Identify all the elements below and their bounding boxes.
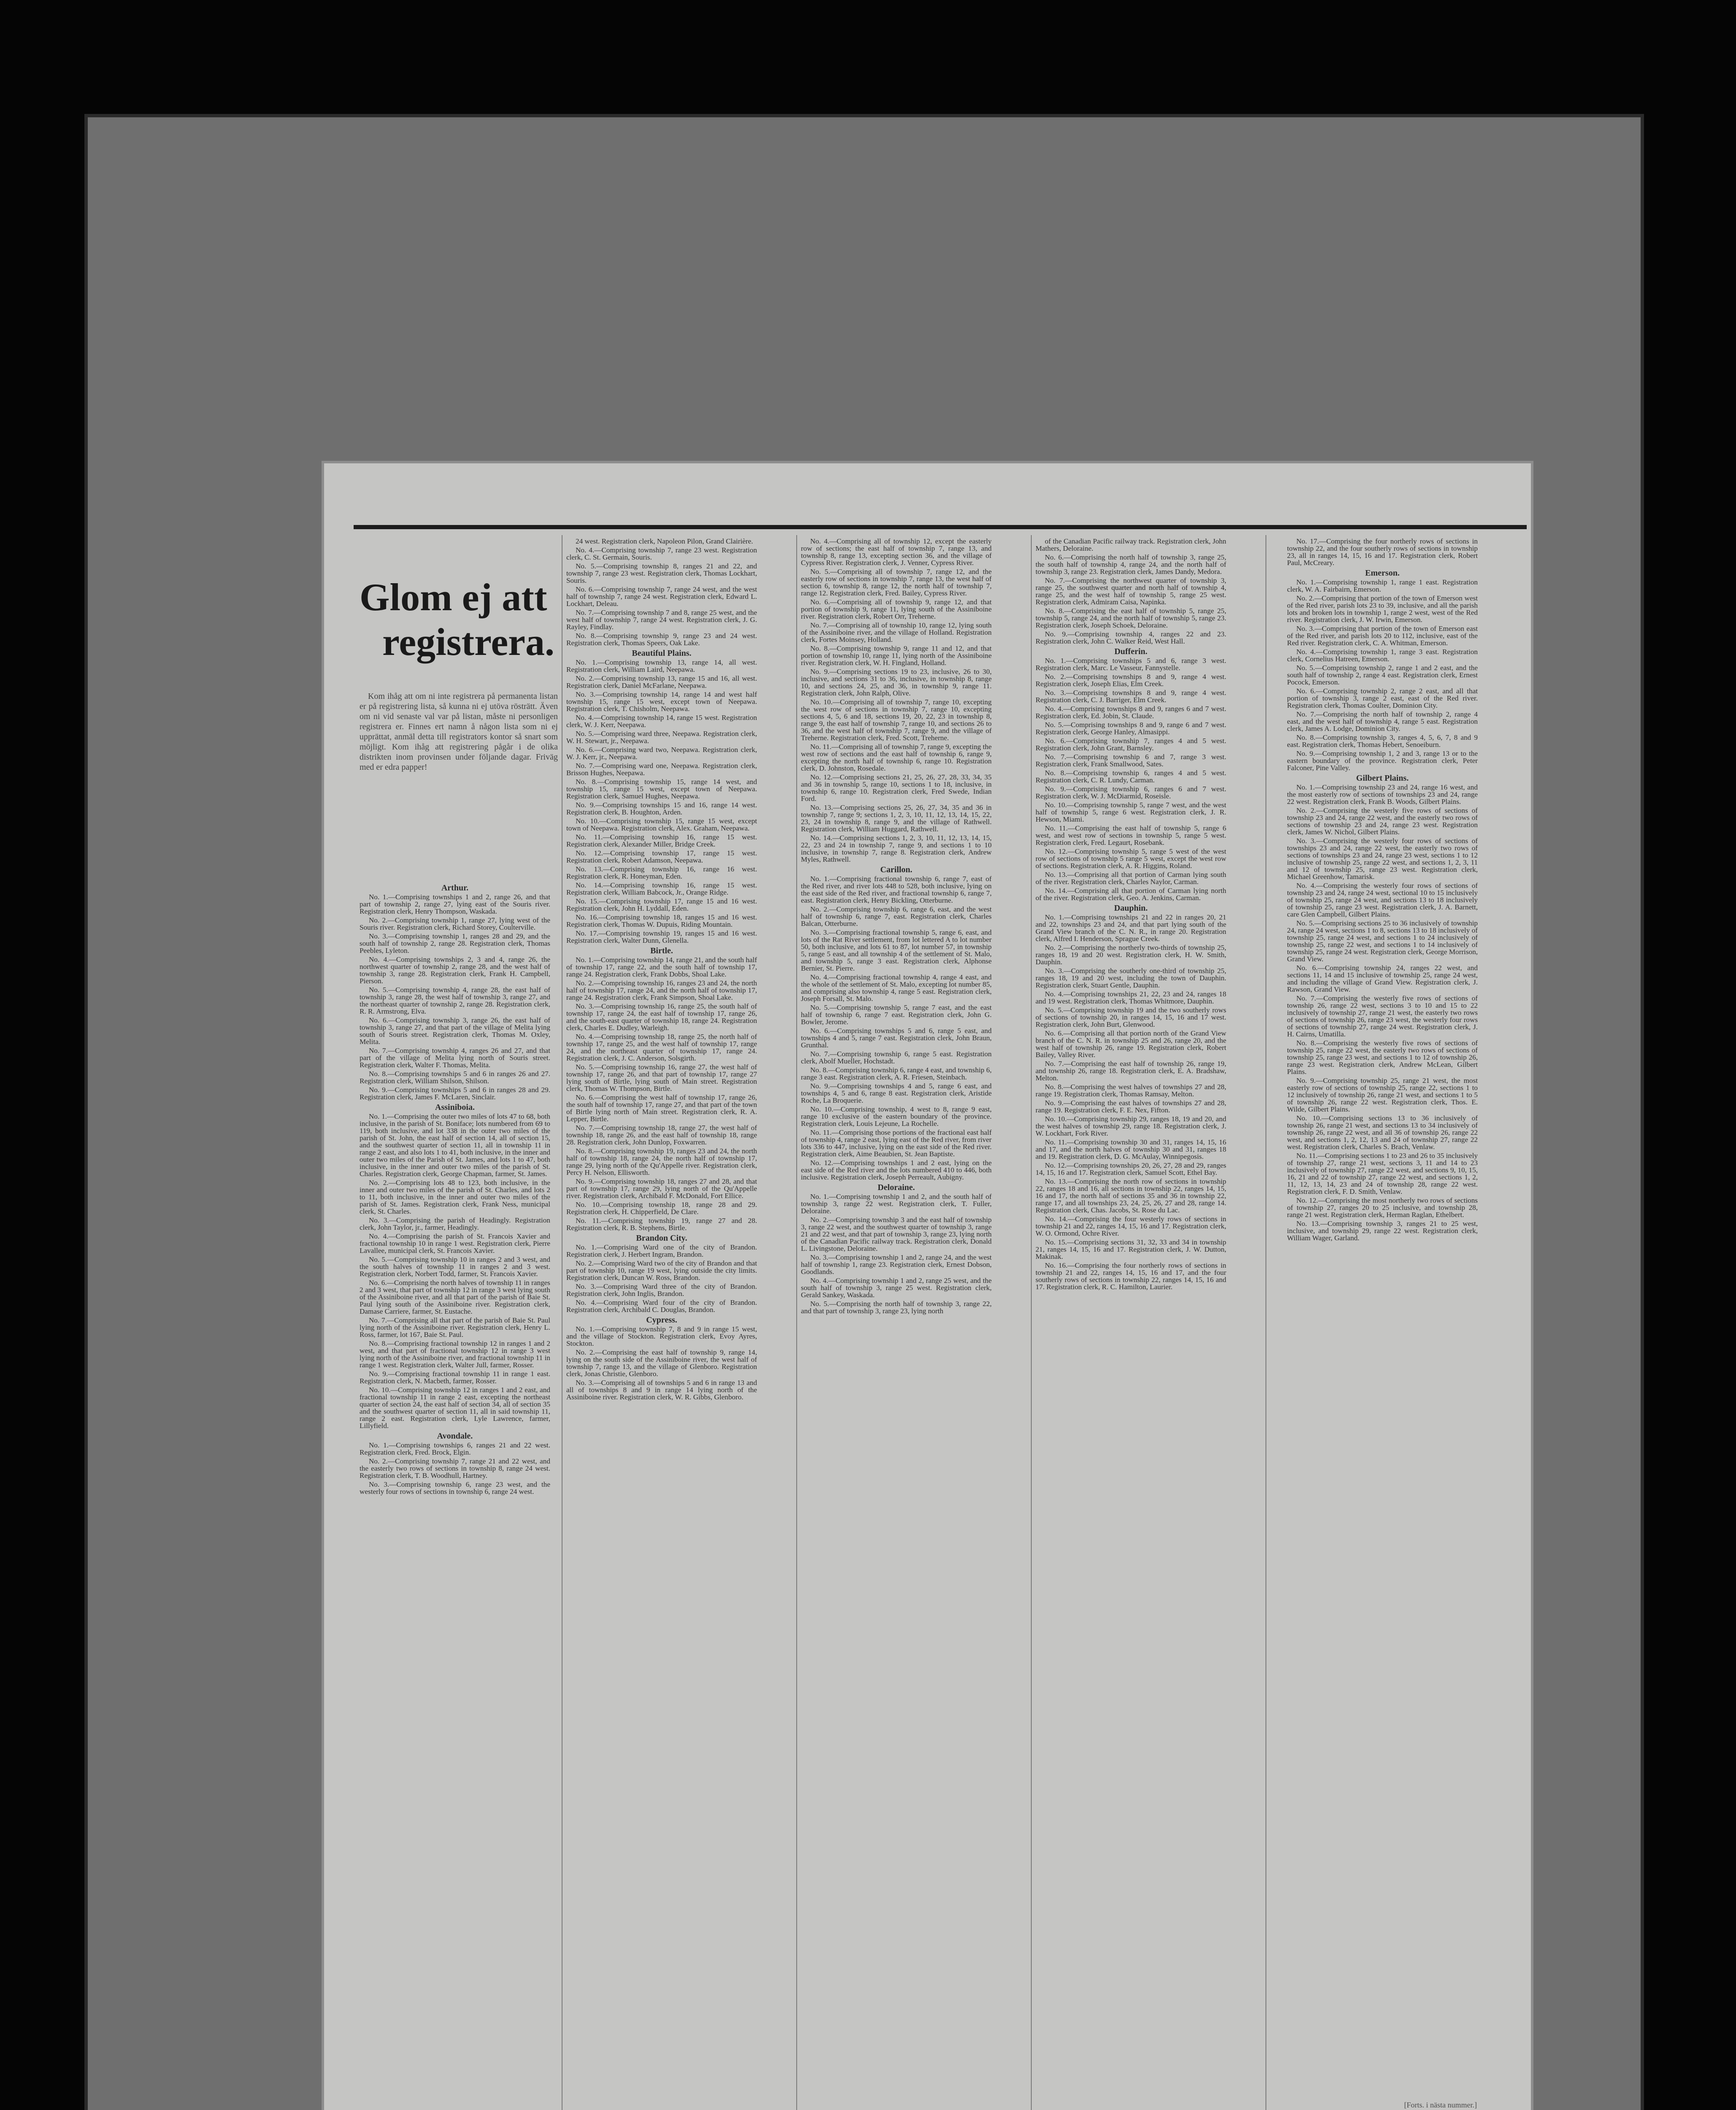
registration-paragraph: No. 12.—Comprising townships 20, 26, 27, 28 and 29, ranges 14, 15, 16 and 17. Registration clerk, Samuel Scott, Ethel Bay. <box>1036 1161 1226 1177</box>
registration-paragraph: No. 7.—Comprising the north half of township 2, range 4 east, and the west half of township 4, range 5 east. Registration clerk, James A. Lodge, Dominion City. <box>1287 710 1478 733</box>
registration-paragraph: No. 1.—Comprising township 13, range 14, all west. Registration clerk, William Laird, Neepawa. <box>566 658 757 674</box>
registration-paragraph: No. 3.—Comprising township 16, range 25, the south half of township 17, range 24, the east half of township 17, range 26, and the south-east quarter of township 18, range 24. Registration clerk, Charles E. Dudley, Warleigh. <box>566 1002 757 1032</box>
registration-paragraph: No. 1.—Comprising Ward one of the city of Brandon. Registration clerk, J. Herbert Ingram, Brandon. <box>566 1243 757 1258</box>
registration-paragraph: No. 1.—Comprising townships 1 and 2, range 26, and that part of township 2, range 27, lying east of the Souris river. Registration clerk, Henry Thompson, Waskada. <box>360 893 550 915</box>
section-heading: Beautiful Plains. <box>632 649 692 658</box>
registration-paragraph: No. 10.—Comprising sections 13 to 36 inclusively of township 26, range 21 west, and sections 13 to 34 inclusively of township 26, range 22 west, and all 36 of township 26, range 22 west, and sections 1, 2, 12, 13 and 24 of township 27, range 22 west. Registration clerk, Charles S. Brach, Venlaw. <box>1287 1114 1478 1151</box>
registration-paragraph: No. 15.—Comprising township 17, range 15 and 16 west. Registration clerk, John H. Lyddall, Eden. <box>566 897 757 912</box>
registration-paragraph: No. 5.—Comprising township 16, range 27, the west half of township 17, range 26, and that part of township 17, range 27 lying south of Birtle, lying south of Main street. Registration clerk, Thomas W. Thompson, Birtle. <box>566 1063 757 1093</box>
registration-paragraph: No. 6.—Comprising township 3, range 26, the east half of township 3, range 27, and that part of the village of Melita lying south of Souris street. Registration clerk, Thomas M. Oxley, Melita. <box>360 1016 550 1046</box>
registration-paragraph: No. 10.—Comprising township 12 in ranges 1 and 2 east, and fractional township 11 in range 2 east, excepting the northeast quarter of section 24, the east half of section 34, all of section 35 and the southwest quarter of section 11, all in said township 11, range 2 east. Registration clerk, Lyle Lawrence, farmer, Lillyfield. <box>360 1386 550 1430</box>
section-heading: Birtle. <box>650 946 673 955</box>
registration-paragraph: No. 8.—Comprising the east half of township 5, range 25, township 5, range 24, and the north half of township 5, range 23. Registration clerk, Joseph Schoek, Deloraine. <box>1036 607 1226 629</box>
registration-paragraph: No. 7.—Comprising township 7 and 8, range 25 west, and the west half of township 7, range 24 west. Registration clerk, J. G. Rayley, Findlay. <box>566 609 757 631</box>
registration-paragraph: No. 4.—Comprising townships 2, 3 and 4, range 26, the northwest quarter of township 2, range 28, and the west half of township 3, range 28. Registration clerk, Frank H. Campbell, Pierson. <box>360 955 550 985</box>
registration-paragraph: No. 2.—Comprising township 13, range 15 and 16, all west. Registration clerk, Daniel McFarlane, Neepawa. <box>566 674 757 690</box>
registration-paragraph: No. 5.—Comprising the north half of township 3, range 22, and that part of township 3, range 23, lying north <box>801 1300 992 1315</box>
registration-paragraph: No. 2.—Comprising township 16, ranges 23 and 24, the north half of township 17, range 24, and the north half of township 17, range 24. Registration clerk, Frank Simpson, Shoal Lake. <box>566 979 757 1001</box>
section-heading: Gilbert Plains. <box>1356 774 1409 783</box>
registration-paragraph: No. 6.—Comprising ward two, Neepawa. Registration clerk, W. J. Kerr, jr., Neepawa. <box>566 746 757 761</box>
registration-paragraph: No. 4.—Comprising fractional township 4, range 4 east, and the whole of the settlement of St. Malo, excepting lot number 85, and comprising also township 4, range 5 east. Registration clerk, Joseph Forsall, St. Malo. <box>801 973 992 1003</box>
section-heading: Dauphin. <box>1114 904 1148 913</box>
column-2 <box>566 538 757 2110</box>
registration-paragraph: No. 7.—Comprising township 6, range 5 east. Registration clerk, Abolf Mueller, Hochstadt. <box>801 1050 992 1065</box>
section-heading: Assiniboia. <box>435 1103 475 1112</box>
registration-paragraph: No. 2.—Comprising the northerly two-thirds of township 25, ranges 18, 19 and 20 west. Registration clerk, H. W. Smith, Dauphin. <box>1036 944 1226 966</box>
registration-paragraph: No. 3.—Comprising Ward three of the city of Brandon. Registration clerk, John Inglis, Brandon. <box>566 1282 757 1298</box>
section-heading: Deloraine. <box>877 1183 915 1192</box>
newspaper-page <box>324 463 1531 2110</box>
column-divider <box>1031 535 1032 2110</box>
registration-paragraph: No. 4.—Comprising Ward four of the city of Brandon. Registration clerk, Archibald C. Douglas, Brandon. <box>566 1298 757 1314</box>
registration-paragraph: No. 16.—Comprising township 18, ranges 15 and 16 west. Registration clerk, Thomas W. Dupuis, Riding Mountain. <box>566 913 757 928</box>
registration-paragraph: No. 6.—Comprising township 24, ranges 22 west, and sections 11, 14 and 15 inclusive of township 25, range 24 west, and including the village of Grand View. Registration clerk, J. Rawson, Grand View. <box>1287 964 1478 993</box>
section-heading: Emerson. <box>1365 568 1400 578</box>
registration-paragraph: No. 6.—Comprising all that portion north of the Grand View branch of the C. N. R. in township 25 and 26, range 20, and the west half of township 26, range 19. Registration clerk, Robert Bailey, Valley River. <box>1036 1029 1226 1059</box>
registration-paragraph: No. 1.—Comprising township 1, range 1 east. Registration clerk, W. A. Fairbairn, Emerson. <box>1287 578 1478 593</box>
registration-paragraph: No. 5.—Comprising township 4, range 28, the east half of township 3, range 28, the west half of township 3, range 27, and the northeast quarter of township 2, range 28. Registration clerk, R. R. Armstrong, Elva. <box>360 986 550 1015</box>
registration-paragraph: No. 3.—Comprising townships 8 and 9, range 4 west. Registration clerk, C. J. Barriger, Elm Creek. <box>1036 689 1226 704</box>
registration-paragraph: No. 4.—Comprising township 1, range 3 east. Registration clerk, Cornelius Hatreen, Emerson. <box>1287 648 1478 663</box>
column-3 <box>801 538 992 2110</box>
registration-paragraph: No. 3.—Comprising all of townships 5 and 6 in range 13 and all of townships 8 and 9 in range 14 lying north of the Assiniboine river. Registration clerk, W. R. Gibbs, Glenboro. <box>566 1379 757 1401</box>
registration-paragraph: No. 1.—Comprising township 14, range 21, and the south half of township 17, range 22, and the south half of township 17, range 24. Registration clerk, Frank Dobbs, Shoal Lake. <box>566 956 757 978</box>
registration-paragraph: No. 13.—Comprising sections 25, 26, 27, 34, 35 and 36 in township 7, range 9; sections 1, 2, 3, 10, 11, 12, 13, 14, 15, 22, 23, 24 in township 8, range 9, and the village of Rathwell. Registration clerk, William Huggard, Rathwell. <box>801 803 992 833</box>
headline <box>360 575 558 664</box>
registration-paragraph: No. 8.—Comprising township 19, ranges 23 and 24, the north half of township 18, range 24, the north half of township 17, range 29, lying north of the Qu'Appelle river. Registration clerk, Percy H. Nelson, Ellisworth. <box>566 1147 757 1177</box>
registration-paragraph: No. 5.—Comprising townships 8 and 9, range 6 and 7 west. Registration clerk, George Hanley, Almasippi. <box>1036 721 1226 736</box>
registration-paragraph: No. 13.—Comprising the north row of sections in township 22, ranges 18 and 16, all sections in township 22, ranges 14, 15, 16 and 17, the north half of sections 35 and 36 in township 22, range 17, and all townships 23, 24, 25, 26, 27 and 28, range 14. Registration clerk, Chas. Jacobs, St. Rose du Lac. <box>1036 1177 1226 1214</box>
section-heading: Cypress. <box>646 1315 677 1325</box>
registration-paragraph: No. 2.—Comprising the westerly five rows of sections of township 23 and 24, range 22 west, and the easterly two rows of sections of township 23 and 24, range 23 west. Registration clerk, James W. Nichol, Gilbert Plains. <box>1287 806 1478 836</box>
registration-paragraph: No. 1.—Comprising township 23 and 24, range 16 west, and the most easterly row of sections of townships 23 and 24, range 22 west. Registration clerk, Frank B. Woods, Gilbert Plains. <box>1287 783 1478 806</box>
registration-paragraph: No. 5.—Comprising all of township 7, range 12, and the easterly row of sections in township 7, range 13, the west half of section 6, township 8, range 12, the north half of township 7, range 12. Registration clerk, Fred. Bailey, Cypress River. <box>801 568 992 597</box>
registration-paragraph: No. 7.—Comprising township 18, range 27, the west half of township 18, range 26, and the east half of township 18, range 28. Registration clerk, John Dunlop, Foxwarren. <box>566 1124 757 1146</box>
registration-paragraph: No. 4.—Comprising townships 21, 22, 23 and 24, ranges 18 and 19 west. Registration clerk, Thomas Whitmore, Dauphin. <box>1036 990 1226 1005</box>
registration-paragraph: No. 5.—Comprising township 8, ranges 21 and 22, and township 7, range 23 west. Registration clerk, Thomas Lockhart, Souris. <box>566 562 757 584</box>
registration-paragraph: No. 10.—Comprising all of township 7, range 10, excepting the west row of sections in township 7, range 10, excepting sections 4, 5, 6 and 18, sections 19, 20, 22, 23 in township 8, range 9, the east half of township 7, range 10, and sections 26 to 36, and the west half of township 7, range 9, and the village of Treherne. Registration clerk, Fred. Scott, Treherne. <box>801 698 992 742</box>
registration-paragraph: No. 4.—Comprising township 1 and 2, range 25 west, and the south half of township 3, range 25 west. Registration clerk, Gerald Sankey, Waskada. <box>801 1277 992 1299</box>
registration-paragraph: No. 14.—Comprising sections 1, 2, 3, 10, 11, 12, 13, 14, 15, 22, 23 and 24 in township 7, range 9, and sections 1 to 10 inclusive, in township 7, range 8. Registration clerk, Andrew Myles, Rathwell. <box>801 834 992 863</box>
headline-line-1: Glom ej att <box>360 576 547 619</box>
registration-paragraph: No. 10.—Comprising township 29, ranges 18, 19 and 20, and the west halves of township 29, range 18. Registration clerk, J. W. Lockhart, Fork River. <box>1036 1115 1226 1137</box>
continued-notice: [Forts. i nästa nummer.] <box>1404 2101 1477 2109</box>
registration-paragraph: No. 11.—Comprising township 19, range 27 and 28. Registration clerk, R. B. Stephens, Birtle. <box>566 1217 757 1232</box>
registration-paragraph: No. 15.—Comprising sections 31, 32, 33 and 34 in township 21, ranges 14, 15, 16 and 17. Registration clerk, J. W. Dutton, Makinak. <box>1036 1238 1226 1261</box>
column-4 <box>1036 538 1226 2110</box>
registration-paragraph: No. 3.—Comprising township 1 and 2, range 24, and the west half of township 1, range 23. Registration clerk, Ernest Dobson, Goodlands. <box>801 1253 992 1276</box>
registration-paragraph: No. 8.—Comprising township 3, ranges 4, 5, 6, 7, 8 and 9 east. Registration clerk, Thomas Hebert, Senoeiburn. <box>1287 733 1478 749</box>
registration-paragraph: No. 16.—Comprising the four northerly rows of sections in township 21 and 22, ranges 14, 15, 16 and 17, and the four southerly rows of sections in township 22, ranges 14, 15, 16 and 17. Registration clerk, R. C. Hamilton, Laurier. <box>1036 1261 1226 1291</box>
registration-paragraph: No. 8.—Comprising townships 5 and 6 in ranges 26 and 27. Registration clerk, William Shilson, Shilson. <box>360 1070 550 1085</box>
registration-paragraph: No. 8.—Comprising township 15, range 14 west, and township 15, range 15 west, except town of Neepawa. Registration clerk, Samuel Hughes, Neepawa. <box>566 778 757 800</box>
registration-paragraph: No. 10.—Comprising township 18, range 28 and 29. Registration clerk, H. Chipperfield, De Clare. <box>566 1201 757 1216</box>
registration-paragraph: No. 2.—Comprising township 3 and the east half of township 3, range 22 west, and the southwest quarter of township 3, range 21 and 22 west, and that part of township 3, range 23, lying north of the Canadian Pacific railway track. Registration clerk, Donald L. Livingstone, Deloraine. <box>801 1216 992 1252</box>
registration-paragraph: No. 9.—Comprising townships 5 and 6 in ranges 28 and 29. Registration clerk, James F. McLaren, Sinclair. <box>360 1086 550 1101</box>
headline-line-2: registrera. <box>382 620 554 663</box>
registration-paragraph: No. 12.—Comprising sections 21, 25, 26, 27, 28, 33, 34, 35 and 36 in township 5, range 10, sections 1 to 18, inclusive, in township 6, range 10. Registration clerk, Fred Swede, Indian Ford. <box>801 773 992 803</box>
registration-paragraph: No. 5.—Comprising township 2, range 1 and 2 east, and the south half of township 2, range 4 east. Registration clerk, Ernest Pocock, Emerson. <box>1287 664 1478 686</box>
registration-paragraph: No. 3.—Comprising the southerly one-third of township 25, ranges 18, 19 and 20 west, including the town of Dauphin. Registration clerk, Stuart Gentle, Dauphin. <box>1036 967 1226 989</box>
registration-paragraph: No. 11.—Comprising township 30 and 31, ranges 14, 15, 16 and 17, and the north halves of township 30 and 31, ranges 18 and 19. Registration clerk, D. G. McAulay, Winnipegosis. <box>1036 1138 1226 1160</box>
registration-paragraph: No. 8.—Comprising fractional township 12 in ranges 1 and 2 west, and that part of fractional township 12 in range 3 west lying north of the Assiniboine river, and fractional township 11 in range 1 west. Registration clerk, Walter Jull, farmer, Rosser. <box>360 1339 550 1369</box>
section-heading: Avondale. <box>437 1431 473 1441</box>
registration-paragraph: No. 3.—Comprising township 1, ranges 28 and 29, and the south half of township 2, range 28. Registration clerk, Thomas Peebles, Lyleton. <box>360 932 550 955</box>
registration-paragraph: No. 2.—Comprising lots 48 to 123, both inclusive, in the inner and outer two miles of the parish of St. Charles, and lots 2 to 11, both inclusive, in the inner and outer two miles of the parish of St. James. Registration clerk, Frank Ness, municipal clerk, St. Charles. <box>360 1179 550 1215</box>
registration-paragraph: No. 3.—Comprising the westerly four rows of sections of townships 23 and 24, range 22 west, the easterly two rows of sections of townships 23 and 24, range 23 west, sections 1 to 12 inclusive of township 25, range 22 west, and sections 1, 2, 3, 11 and 12 of township 25, range 23 west. Registration clerk, Michael Greenhow, Tamarisk. <box>1287 837 1478 881</box>
registration-paragraph: No. 7.—Comprising township 6 and 7, range 3 west. Registration clerk, Frank Smallwood, Sates. <box>1036 753 1226 768</box>
registration-paragraph: No. 6.—Comprising all of township 9, range 12, and that portion of township 9, range 11, lying south of the Assiniboine river. Registration clerk, Robert Orr, Treherne. <box>801 598 992 620</box>
registration-paragraph: No. 1.—Comprising townships 6, ranges 21 and 22 west. Registration clerk, Fred. Brock, Elgin. <box>360 1441 550 1456</box>
registration-paragraph: No. 12.—Comprising township 5, range 5 west of the west row of sections of township 5 range 5 west, except the west row of sections. Registration clerk, A. R. Higgins, Roland. <box>1036 847 1226 870</box>
registration-paragraph: No. 3.—Comprising township 14, range 14 and west half township 15, range 15 west, except town of Neepawa. Registration clerk, T. Chisholm, Neepawa. <box>566 690 757 713</box>
registration-paragraph: No. 2.—Comprising the east half of township 9, range 14, lying on the south side of the Assiniboine river, the west half of township 7, range 13, and the village of Glenboro. Registration clerk, Jonas Christie, Glenboro. <box>566 1348 757 1378</box>
registration-paragraph: No. 3.—Comprising fractional township 5, range 6, east, and lots of the Rat River settlement, from lot lettered A to lot number 50, both inclusive, and lots 61 to 87, lot number 57, in township 5, range 5 east, and all township 4 of the settlement of St. Malo, and township 5, range 3 east. Registration clerk, Alphonse Bernier, St. Pierre. <box>801 928 992 972</box>
registration-paragraph: No. 7.—Comprising ward one, Neepawa. Registration clerk, Brisson Hughes, Neepawa. <box>566 762 757 777</box>
registration-paragraph: No. 12.—Comprising the most northerly two rows of sections of township 27, ranges 20 to 25 inclusive, and township 28, range 21 west. Registration clerk, Herman Raglan, Ethelbert. <box>1287 1196 1478 1219</box>
registration-paragraph: No. 13.—Comprising all that portion of Carman lying south of the river. Registration clerk, Charles Naylor, Carman. <box>1036 871 1226 886</box>
registration-paragraph: No. 5.—Comprising township 10 in ranges 2 and 3 west, and the south halves of township 11 in ranges 2 and 3 west. Registration clerk, Norbert Todd, farmer, St. Francois Xavier. <box>360 1255 550 1278</box>
registration-paragraph: No. 9.—Comprising sections 19 to 23, inclusive, 26 to 30, inclusive, and sections 31 to 36, inclusive, in township 8, range 10, and sections 24, 25, and 36, in township 9, range 11. Registration clerk, John Ralph, Olive. <box>801 668 992 697</box>
registration-paragraph: No. 11.—Comprising sections 1 to 23 and 26 to 35 inclusively of township 27, range 21 west, sections 3, 11 and 14 to 23 inclusively of township 27, range 22 west, and sections 9, 10, 15, 16, 21 and 22 of township 27, range 22 west, and sections 1, 2, 11, 12, 13, 14, 23 and 24 of township 28, range 22 west. Registration clerk, F. D. Smith, Venlaw. <box>1287 1152 1478 1196</box>
registration-paragraph: No. 9.—Comprising fractional township 11 in range 1 east. Registration clerk, N. Macbeth, farmer, Rosser. <box>360 1370 550 1385</box>
registration-paragraph: No. 5.—Comprising township 5, range 7 east, and the east half of township 6, range 7 east. Registration clerk, John G. Bowler, Jerome. <box>801 1004 992 1026</box>
registration-paragraph: No. 6.—Comprising townships 5 and 6, range 5 east, and townships 4 and 5, range 7 east. Registration clerk, John Braun, Grunthal. <box>801 1027 992 1049</box>
registration-paragraph: No. 8.—Comprising township 9, range 23 and 24 west. Registration clerk, Thomas Speers, Oak Lake. <box>566 632 757 647</box>
column-divider <box>1265 535 1266 2110</box>
registration-paragraph: No. 10.—Comprising township 15, range 15 west, except town of Neepawa. Registration clerk, Alex. Graham, Neepawa. <box>566 817 757 832</box>
column-5 <box>1287 538 1478 2006</box>
registration-paragraph: No. 1.—Comprising township 7, 8 and 9 in range 15 west, and the village of Stockton. Registration clerk, Evoy Ayres, Stockton. <box>566 1325 757 1347</box>
registration-paragraph: No. 10.—Comprising township 5, range 7 west, and the west half of township 5, range 6 west. Registration clerk, J. R. Hewson, Miami. <box>1036 801 1226 823</box>
registration-paragraph: No. 1.—Comprising townships 21 and 22 in ranges 20, 21 and 22, townships 23 and 24, and that part lying south of the Grand View branch of the C. N. R., in range 20. Registration clerk, Alfred I. Henderson, Sprague Creek. <box>1036 913 1226 943</box>
registration-paragraph: No. 5.—Comprising township 19 and the two southerly rows of sections of township 20, in ranges 14, 15, 16 and 17 west. Registration clerk, John Burt, Glenwood. <box>1036 1006 1226 1028</box>
registration-paragraph: No. 4.—Comprising township 7, range 23 west. Registration clerk, C. St. Germain, Souris. <box>566 546 757 561</box>
registration-paragraph: No. 6.—Comprising the north half of township 3, range 25, the south half of township 4, range 24, and the north half of township 3, range 23. Registration clerk, James Dandy, Medora. <box>1036 553 1226 576</box>
registration-paragraph: No. 9.—Comprising the east halves of townships 27 and 28, range 19. Registration clerk, F. E. Nex, Fifton. <box>1036 1099 1226 1114</box>
registration-paragraph: No. 7.—Comprising the northwest quarter of township 3, range 25, the southwest quarter and north half of township 4, range 25, and the west half of township 5, range 25 west. Registration clerk, Admiram Caisa, Napinka. <box>1036 576 1226 606</box>
registration-paragraph: No. 12.—Comprising townships 1 and 2 east, lying on the east side of the Red river and the lots numbered 410 to 446, both inclusive. Registration clerk, Joseph Perreault, Aubigny. <box>801 1159 992 1181</box>
registration-paragraph: No. 17.—Comprising the four northerly rows of sections in township 22, and the four southerly rows of sections in township 23, all in ranges 14, 15, 16 and 17. Registration clerk, Robert Paul, McCreary. <box>1287 538 1478 567</box>
registration-paragraph: No. 9.—Comprising township 25, range 21 west, the most easterly row of sections of township 25, range 22, sections 1 to 12 inclusively of township 26, range 21 west, and sections 1 to 5 of township 26, range 22 west. Registration clerk, Thos. E. Wilde, Gilbert Plains. <box>1287 1077 1478 1113</box>
column-1 <box>360 881 550 2110</box>
registration-paragraph: No. 2.—Comprising township 7, range 21 and 22 west, and the easterly two rows of sections in township 8, range 24 west. Registration clerk, T. B. Woodhull, Hartney. <box>360 1457 550 1480</box>
registration-paragraph: No. 1.—Comprising township 1 and 2, and the south half of township 3, range 22 west. Registration clerk, T. Fuller, Deloraine. <box>801 1193 992 1215</box>
registration-paragraph: No. 7.—Comprising all of township 10, range 12, lying south of the Assiniboine river, and the village of Holland. Registration clerk, Fortes Moinsey, Holland. <box>801 621 992 644</box>
registration-paragraph: No. 7.—Comprising all that part of the parish of Baie St. Paul lying north of the Assiniboine river. Registration clerk, Henry L. Ross, farmer, lot 167, Baie St. Paul. <box>360 1316 550 1339</box>
section-heading: Brandon City. <box>636 1234 687 1243</box>
registration-paragraph: No. 14.—Comprising all that portion of Carman lying north of the river. Registration clerk, Geo. A. Jenkins, Carman. <box>1036 887 1226 902</box>
registration-paragraph: No. 8.—Comprising township 9, range 11 and 12, and that portion of township 10, range 11, lying north of the Assiniboine river. Registration clerk, W. H. Fingland, Holland. <box>801 644 992 667</box>
registration-paragraph: No. 2.—Comprising townships 8 and 9, range 4 west. Registration clerk, Joseph Elias, Elm Creek. <box>1036 673 1226 688</box>
registration-paragraph: No. 7.—Comprising the westerly five rows of sections of township 26, range 22 west, sections 3 to 10 and 15 to 22 inclusively of township 27, range 21 west, the easterly two rows of sections of township 26, range 23 west, the westerly four rows of sections of township 27, range 24 west. Registration clerk, J. H. Cairns, Umatilla. <box>1287 994 1478 1038</box>
film-mount-background <box>84 114 1644 2110</box>
registration-paragraph: No. 2.—Comprising that portion of the town of Emerson west of the Red river, parish lots 23 to 39, inclusive, and all the parish lots and broken lots in township 1, range 2 west, west of the Red river. Registration clerk, J. W. Irwin, Emerson. <box>1287 594 1478 624</box>
registration-paragraph: No. 11.—Comprising those portions of the fractional east half of township 4, range 2 east, lying east of the Red river, from river lots 336 to 447, inclusive, lying on the east side of the Red river. Registration clerk, Aime Beaubien, St. Jean Baptiste. <box>801 1128 992 1158</box>
registration-paragraph: No. 11.—Comprising township 16, range 15 west. Registration clerk, Alexander Miller, Bridge Creek. <box>566 833 757 848</box>
registration-paragraph: No. 13.—Comprising township 3, ranges 21 to 25 west, inclusive, and township 29, range 22 west. Registration clerk, William Wager, Garland. <box>1287 1220 1478 1242</box>
registration-paragraph: No. 3.—Comprising the parish of Headingly. Registration clerk, John Taylor, jr., farmer, Headingly. <box>360 1216 550 1231</box>
top-rule <box>354 525 1527 529</box>
registration-paragraph: No. 9.—Comprising townships 15 and 16, range 14 west. Registration clerk, B. Houghton, Arden. <box>566 801 757 816</box>
registration-paragraph: No. 4.—Comprising all of township 12, except the easterly row of sections; the east half of township 7, range 13, and township 8, range 13, excepting section 36, and the village of Cypress River. Registration clerk, J. Venner, Cypress River. <box>801 538 992 567</box>
registration-paragraph: No. 4.—Comprising the parish of St. Francois Xavier and fractional township 10 in range 1 west. Registration clerk, Pierre Lavallee, municipal clerk, St. Francois Xavier. <box>360 1232 550 1255</box>
registration-paragraph: No. 8.—Comprising township 6, range 4 east, and township 6, range 3 east. Registration clerk, A. R. Friesen, Steinbach. <box>801 1066 992 1081</box>
registration-paragraph: No. 9.—Comprising township 4, ranges 22 and 23. Registration clerk, John C. Walker Reid, West Hall. <box>1036 630 1226 645</box>
registration-paragraph: No. 8.—Comprising the west halves of townships 27 and 28, range 19. Registration clerk, Thomas Ramsay, Melton. <box>1036 1083 1226 1098</box>
registration-paragraph: No. 11.—Comprising all of township 7, range 9, excepting the west row of sections and the east half of township 6, range 9, excepting the north half of township 6, range 10. Registration clerk, D. Johnston, Rosedale. <box>801 743 992 772</box>
registration-paragraph: No. 5.—Comprising sections 25 to 36 inclusively of township 24, range 24 west, sections 1 to 8, sections 13 to 18 inclusively of township 25, range 24 west, and sections 1 to 24 inclusively of township 25, range 22 west, and sections 1 to 14 inclusively of township 25, range 24 west. Registration clerk, George Morrison, Grand View. <box>1287 919 1478 963</box>
registration-paragraph: No. 17.—Comprising township 19, ranges 15 and 16 west. Registration clerk, Walter Dunn, Glenella. <box>566 929 757 944</box>
intro-text: Kom ihåg att om ni inte registrera på permanenta listan er på registrering lista, så kunna ni ej utöva rösträtt. Även om ni vid senaste val var på listan, måste ni personligen registrera er. Finnes ert namn å någon lista som ni ej upprättat, anmäl detta till registrators kontor så snart som möjligt. Kom ihåg att registrering pågår i de olika distrikten inom provinsen under följande dagar. Friväg med er edra papper! <box>360 692 558 772</box>
registration-paragraph: No. 9.—Comprising township 18, ranges 27 and 28, and that part of township 17, range 29, lying north of the Qu'Appelle river. Registration clerk, Archibald F. McDonald, Fort Ellice. <box>566 1177 757 1200</box>
registration-paragraph: No. 6.—Comprising township 7, range 24 west, and the west half of township 7, range 24 west. Registration clerk, Edward L. Lockhart, Deleau. <box>566 585 757 608</box>
section-heading: Carillon. <box>880 865 913 874</box>
registration-paragraph: No. 10.—Comprising township, 4 west to 8, range 9 east, range 10 exclusive of the eastern boundary of the province. Registration clerk, Louis Lejeune, La Rochelle. <box>801 1105 992 1128</box>
registration-paragraph: No. 3.—Comprising that portion of the town of Emerson east of the Red river, and parish lots 20 to 112, inclusive, east of the Red river. Registration clerk, C. A. Whitman, Emerson. <box>1287 625 1478 647</box>
registration-paragraph: No. 4.—Comprising township 18, range 25, the north half of township 17, range 25, and the west half of township 17, range 24, and the northeast quarter of township 17, range 24. Registration clerk, J. C. Anderson, Solsgirth. <box>566 1033 757 1062</box>
registration-paragraph: No. 8.—Comprising the westerly five rows of sections of township 25, range 22 west, the easterly two rows of sections of township 25, range 23 west, and sections 1 to 12 of township 26, range 23 west. Registration clerk, Andrew McLean, Gilbert Plains. <box>1287 1039 1478 1076</box>
registration-paragraph: of the Canadian Pacific railway track. Registration clerk, John Mathers, Deloraine. <box>1036 538 1226 552</box>
registration-paragraph: No. 2.—Comprising township 6, range 6, east, and the west half of township 6, range 7, east. Registration clerk, Charles Balcan, Otterburne. <box>801 905 992 928</box>
registration-paragraph: No. 4.—Comprising the westerly four rows of sections of township 23 and 24, range 24 west, sectional 10 to 15 inclusively of township 25, range 24 west, and sections 13 to 18 inclusively of township 25, range 23 west. Registration clerk, J. A. Barnett, care Glen Campbell, Gilbert Plains. <box>1287 882 1478 918</box>
section-heading: Arthur. <box>441 883 469 893</box>
registration-paragraph: No. 2.—Comprising Ward two of the city of Brandon and that part of township 10, range 19 west, lying outside the city limits. Registration clerk, Duncan W. Ross, Brandon. <box>566 1259 757 1282</box>
section-heading: Dufferin. <box>1114 647 1148 656</box>
registration-paragraph: No. 11.—Comprising the east half of township 5, range 6 west, and west row of sections in township 5, range 5 west. Registration clerk, Fred. Legaurt, Rosebank. <box>1036 824 1226 847</box>
registration-paragraph: No. 6.—Comprising township 2, range 2 east, and all that portion of township 3, range 2 east, east of the Red river. Registration clerk, Thomas Coulter, Dominion City. <box>1287 687 1478 709</box>
registration-paragraph: No. 5.—Comprising ward three, Neepawa. Registration clerk, W. H. Stewart, jr., Neepawa. <box>566 730 757 745</box>
registration-paragraph: No. 6.—Comprising township 7, ranges 4 and 5 west. Registration clerk, John Grant, Barnsley. <box>1036 737 1226 752</box>
registration-paragraph: 24 west. Registration clerk, Napoleon Pilon, Grand Clairière. <box>576 538 753 545</box>
intro-paragraph <box>360 691 558 873</box>
registration-paragraph: No. 1.—Comprising fractional township 6, range 7, east of the Red river, and river lots 448 to 528, both inclusive, lying on the east side of the Red river, and fractional township 6, range 7, east. Registration clerk, Henry Bickling, Otterburne. <box>801 875 992 904</box>
registration-paragraph: No. 9.—Comprising township 6, ranges 6 and 7 west. Registration clerk, W. J. McDiarmid, Roseisle. <box>1036 785 1226 800</box>
registration-paragraph: No. 12.—Comprising township 17, range 15 west. Registration clerk, Robert Adamson, Neepawa. <box>566 849 757 864</box>
column-divider <box>796 535 797 2110</box>
registration-paragraph: No. 3.—Comprising township 6, range 23 west, and the westerly four rows of sections in township 6, range 24 west. <box>360 1480 550 1496</box>
registration-paragraph: No. 14.—Comprising the four westerly rows of sections in township 21 and 22, ranges 14, 15, 16 and 17. Registration clerk, W. O. Ormond, Ochre River. <box>1036 1215 1226 1237</box>
registration-paragraph: No. 1.—Comprising townships 5 and 6, range 3 west. Registration clerk, Marc. Le Vasseur, Fannystelle. <box>1036 657 1226 672</box>
registration-paragraph: No. 8.—Comprising township 6, ranges 4 and 5 west. Registration clerk, C. R. Lundy, Carman. <box>1036 769 1226 784</box>
registration-paragraph: No. 6.—Comprising the west half of township 17, range 26, the south half of township 17, range 27, and that part of the town of Birtle lying north of Main street. Registration clerk, R. A. Lepper, Birtle. <box>566 1093 757 1123</box>
registration-paragraph: No. 7.—Comprising the east half of township 26, range 19, and township 26, range 18. Registration clerk, E. A. Bradshaw, Melton. <box>1036 1060 1226 1082</box>
registration-paragraph: No. 1.—Comprising the outer two miles of lots 47 to 68, both inclusive, in the parish of St. Boniface; lots numbered from 69 to 119, both inclusive, and lot 338 in the outer two miles of the parish of St. John, the east half of section 14, all of section 15, and the southwest quarter of section 11, all in township 11 in range 2 east, and also lots 1 to 41, both inclusive, in the inner and outer two miles of the Parish of St. James, and lots 1 to 47, both inclusive, in the inner and outer two miles of the parish of St. Charles. Registration clerk, George Chapman, farmer, St. James. <box>360 1112 550 1178</box>
registration-paragraph: No. 9.—Comprising township 1, 2 and 3, range 13 or to the eastern boundary of the province. Registration clerk, Peter Falconer, Pine Valley. <box>1287 749 1478 772</box>
registration-paragraph: No. 4.—Comprising townships 8 and 9, ranges 6 and 7 west. Registration clerk, Ed. Jobin, St. Claude. <box>1036 705 1226 720</box>
registration-paragraph: No. 4.—Comprising township 14, range 15 west. Registration clerk, W. J. Kerr, Neepawa. <box>566 714 757 729</box>
registration-paragraph: No. 13.—Comprising township 16, range 16 west. Registration clerk, R. Honeyman, Eden. <box>566 865 757 880</box>
registration-paragraph: No. 2.—Comprising township 1, range 27, lying west of the Souris river. Registration clerk, Richard Storey, Coulterville. <box>360 916 550 931</box>
registration-paragraph: No. 6.—Comprising the north halves of township 11 in ranges 2 and 3 west, that part of township 12 in range 3 west lying south of the Assiniboine river, and all that part of the parish of Baie St. Paul lying south of the Assiniboine river. Registration clerk, Damase Carriere, farmer, St. Eustache. <box>360 1279 550 1315</box>
registration-paragraph: No. 14.—Comprising township 16, range 15 west. Registration clerk, William Babcock, Jr., Orange Ridge. <box>566 881 757 896</box>
registration-paragraph: No. 7.—Comprising township 4, ranges 26 and 27, and that part of the village of Melita lying north of Souris street. Registration clerk, Walter F. Thomas, Melita. <box>360 1047 550 1069</box>
registration-paragraph: No. 9.—Comprising townships 4 and 5, range 6 east, and townships 4, 5 and 6, range 8 east. Registration clerk, Aristide Roche, La Broquerie. <box>801 1082 992 1104</box>
